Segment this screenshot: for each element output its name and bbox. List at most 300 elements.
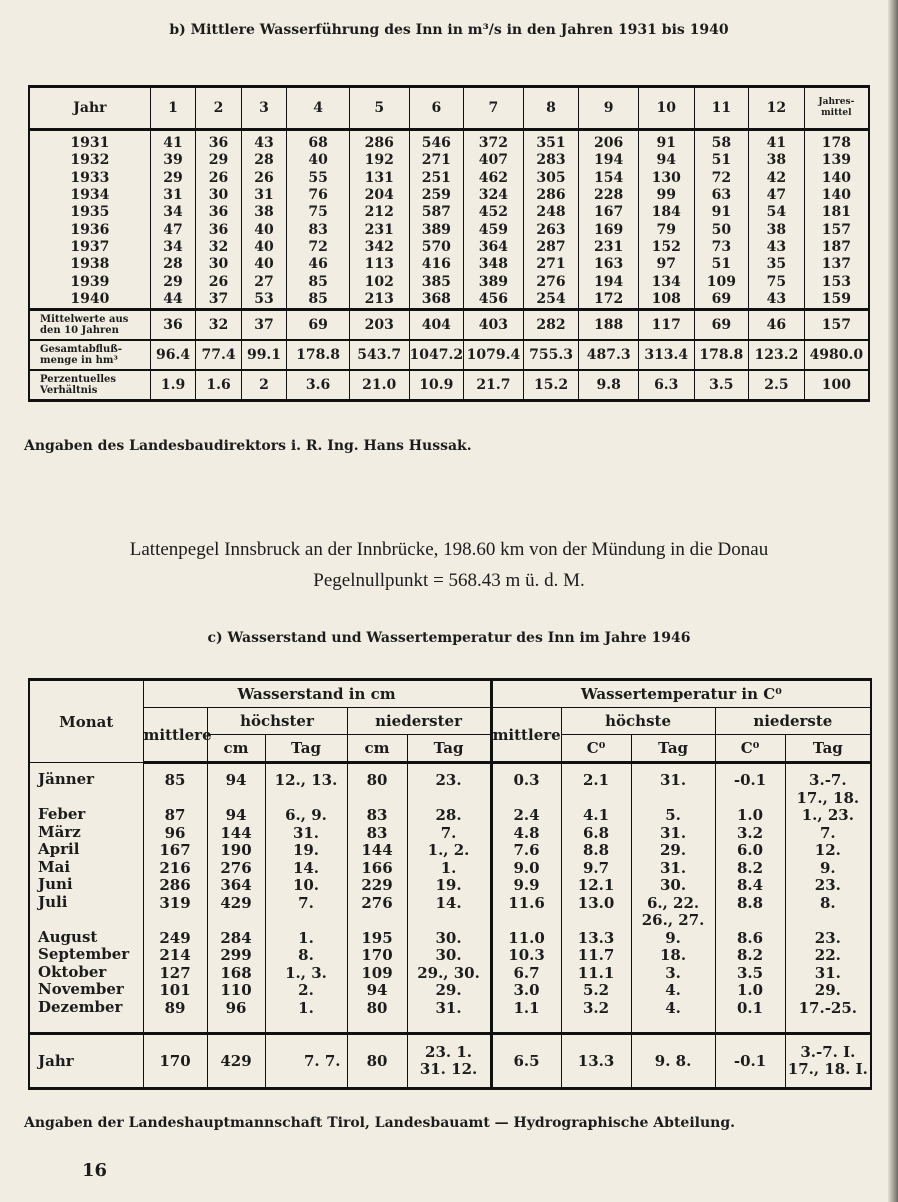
value-line: 1.0 bbox=[737, 981, 764, 999]
value-cell: 167 bbox=[579, 204, 639, 221]
annual-temp-lowest-day-2: 17., 18. I. bbox=[787, 1060, 868, 1078]
value-cell: 204 bbox=[349, 187, 409, 204]
value-line: 23. bbox=[814, 876, 841, 894]
annual-level-highest-day: 7. 7. bbox=[265, 1034, 347, 1089]
value-cell: 35 bbox=[749, 256, 805, 273]
value-cell: 68 bbox=[287, 130, 350, 153]
header-temp-lowest-day: Tag bbox=[785, 735, 871, 763]
annual-temp-highest-c: 13.3 bbox=[561, 1034, 631, 1089]
month-label: August bbox=[38, 927, 98, 946]
table-c-caption: c) Wasserstand und Wassertemperatur des Inn im Jahre 1946 bbox=[207, 630, 691, 646]
header-level-highest-day: Tag bbox=[265, 735, 347, 763]
value-line: 13.3 bbox=[577, 928, 615, 947]
header-water-temperature: Wassertemperatur in C⁰ bbox=[491, 680, 871, 708]
value-line bbox=[716, 790, 785, 808]
value-cell: 27 bbox=[241, 273, 286, 290]
value-cell: 31 bbox=[241, 187, 286, 204]
value-cell: 283 bbox=[523, 152, 579, 169]
value-line: 1.0 bbox=[737, 806, 764, 824]
value-line: 8.2 bbox=[737, 946, 764, 964]
value-cell: 130 bbox=[638, 170, 694, 187]
value-line: 94 bbox=[225, 771, 247, 789]
month-label: Juni bbox=[38, 875, 73, 893]
value-cell: 113 bbox=[349, 256, 409, 273]
value-cell: 131 bbox=[349, 170, 409, 187]
value-cell: 276 bbox=[523, 273, 579, 290]
summary-value: 282 bbox=[523, 309, 579, 340]
summary-value: 404 bbox=[409, 309, 464, 340]
col-temp-lowest-c bbox=[715, 763, 785, 1034]
value-line: 3. bbox=[665, 963, 681, 982]
value-line bbox=[562, 790, 631, 808]
month-label: Dezember bbox=[38, 997, 123, 1016]
value-line: 429 bbox=[220, 893, 252, 912]
discharge-table-header bbox=[29, 87, 869, 130]
value-line: 11.7 bbox=[577, 946, 615, 964]
value-line: 29. bbox=[814, 981, 841, 999]
value-line: 9. bbox=[665, 928, 681, 947]
value-cell: 368 bbox=[409, 291, 464, 310]
value-cell: 546 bbox=[409, 130, 464, 153]
value-cell: 385 bbox=[409, 273, 464, 290]
header-year: Jahr bbox=[29, 87, 150, 130]
value-line: 30. bbox=[660, 876, 687, 894]
value-line: 14. bbox=[435, 893, 462, 912]
value-cell: 29 bbox=[150, 170, 195, 187]
value-cell: 39 bbox=[150, 152, 195, 169]
value-line: 286 bbox=[159, 876, 191, 894]
value-line: 9.9 bbox=[513, 876, 540, 894]
header-month: Monat bbox=[29, 680, 143, 763]
value-line: 299 bbox=[220, 946, 252, 964]
value-cell: 32 bbox=[196, 239, 241, 256]
value-line: 26., 27. bbox=[641, 911, 705, 929]
col-temp-highest-c bbox=[561, 763, 631, 1034]
value-cell: 40 bbox=[241, 239, 286, 256]
summary-value: 36 bbox=[150, 309, 195, 340]
header-level-lowest: niederster bbox=[347, 708, 491, 735]
value-cell: 248 bbox=[523, 204, 579, 221]
value-cell: 26 bbox=[196, 273, 241, 290]
value-line: 5. bbox=[665, 806, 681, 824]
value-line: 276 bbox=[361, 893, 393, 912]
summary-label: Perzentuelles Verhältnis bbox=[29, 370, 150, 401]
value-cell: 153 bbox=[804, 273, 869, 290]
value-cell: 228 bbox=[579, 187, 639, 204]
value-line: 6.0 bbox=[737, 841, 764, 859]
value-line: 8. bbox=[819, 893, 836, 912]
value-line: 2.4 bbox=[513, 806, 540, 824]
value-line: 144 bbox=[361, 841, 393, 859]
value-line: 1. bbox=[298, 928, 314, 947]
value-line bbox=[408, 790, 490, 808]
value-line: 31. bbox=[292, 823, 320, 842]
value-cell: 55 bbox=[287, 170, 350, 187]
value-line: 0.1 bbox=[737, 998, 764, 1017]
value-line bbox=[632, 790, 715, 808]
header-month-7: 7 bbox=[464, 87, 524, 130]
header-month-5: 5 bbox=[349, 87, 409, 130]
value-line: 101 bbox=[159, 981, 191, 999]
value-line: 11.1 bbox=[577, 963, 615, 982]
value-line: 28. bbox=[435, 806, 462, 824]
table-row bbox=[29, 170, 869, 187]
summary-value: 99.1 bbox=[241, 340, 286, 370]
value-line: 110 bbox=[220, 981, 252, 999]
value-cell: 154 bbox=[579, 170, 639, 187]
value-cell: 206 bbox=[579, 130, 639, 153]
page-number: 16 bbox=[82, 1160, 108, 1181]
summary-value: 77.4 bbox=[196, 340, 241, 370]
value-cell: 53 bbox=[241, 291, 286, 310]
summary-value: 313.4 bbox=[638, 340, 694, 370]
header-month-4: 4 bbox=[287, 87, 350, 130]
value-cell: 305 bbox=[523, 170, 579, 187]
header-temp-highest: höchste bbox=[561, 708, 715, 735]
value-cell: 30 bbox=[196, 256, 241, 273]
year-cell: 1939 bbox=[70, 273, 110, 290]
value-cell: 108 bbox=[638, 291, 694, 310]
year-cell: 1936 bbox=[70, 221, 110, 238]
value-cell: 37 bbox=[196, 291, 241, 310]
month-label: November bbox=[38, 980, 124, 998]
summary-value: 32 bbox=[196, 309, 241, 340]
year-cell: 1932 bbox=[70, 152, 110, 169]
month-label: September bbox=[38, 945, 130, 963]
value-line: 319 bbox=[159, 893, 191, 912]
header-month-9: 9 bbox=[579, 87, 639, 130]
value-cell: 251 bbox=[409, 170, 464, 187]
value-line: 31. bbox=[660, 858, 687, 877]
value-line: 17.-25. bbox=[798, 998, 858, 1017]
gauge-heading-line-1: Lattenpegel Innsbruck an der Innbrücke, 198.60 km von der Mündung in die Donau bbox=[129, 539, 769, 560]
value-line bbox=[348, 790, 407, 808]
value-line: 8.6 bbox=[737, 928, 764, 947]
value-cell: 28 bbox=[241, 152, 286, 169]
value-cell: 85 bbox=[287, 291, 350, 310]
value-line bbox=[144, 912, 207, 930]
summary-label: Mittelwerte aus den 10 Jahren bbox=[29, 309, 150, 340]
header-month-12: 12 bbox=[749, 87, 805, 130]
value-cell: 271 bbox=[523, 256, 579, 273]
annual-level-highest-cm: 429 bbox=[207, 1034, 265, 1089]
value-line: 4. bbox=[665, 981, 681, 999]
value-line: 29. bbox=[660, 841, 687, 859]
annual-total-row bbox=[29, 1034, 871, 1089]
value-cell: 157 bbox=[804, 221, 869, 238]
summary-value: 3.5 bbox=[694, 370, 749, 401]
summary-value: 1047.2 bbox=[409, 340, 464, 370]
summary-value: 37 bbox=[241, 309, 286, 340]
value-line: 1. bbox=[298, 998, 314, 1017]
value-cell: 75 bbox=[287, 204, 350, 221]
value-line: 96 bbox=[164, 823, 186, 842]
value-line: 23. bbox=[814, 928, 841, 947]
value-line: 214 bbox=[159, 946, 191, 964]
summary-value: 46 bbox=[749, 309, 805, 340]
value-cell: 41 bbox=[150, 130, 195, 153]
col-month bbox=[29, 763, 143, 1034]
header-month-2: 2 bbox=[196, 87, 241, 130]
value-cell: 351 bbox=[523, 130, 579, 153]
value-line: 127 bbox=[159, 963, 191, 982]
value-line: 31. bbox=[660, 823, 687, 842]
table-row bbox=[29, 273, 869, 290]
value-line: 109 bbox=[361, 963, 393, 982]
discharge-table bbox=[28, 85, 870, 402]
value-cell: 286 bbox=[523, 187, 579, 204]
value-line: 8.8 bbox=[583, 841, 610, 859]
header-annual-mean: Jahres-mittel bbox=[804, 87, 869, 130]
header-month-8: 8 bbox=[523, 87, 579, 130]
value-cell: 29 bbox=[196, 152, 241, 169]
value-cell: 462 bbox=[464, 170, 524, 187]
col-level-highest-cm bbox=[207, 763, 265, 1034]
value-cell: 324 bbox=[464, 187, 524, 204]
value-cell: 178 bbox=[804, 130, 869, 153]
annual-level-lowest-day bbox=[407, 1034, 491, 1089]
value-cell: 407 bbox=[464, 152, 524, 169]
page-edge-shadow bbox=[888, 0, 898, 1202]
value-line bbox=[348, 912, 407, 930]
value-line: 3.2 bbox=[737, 823, 764, 842]
value-line: 17., 18. bbox=[796, 788, 860, 807]
summary-value: 4980.0 bbox=[804, 340, 869, 370]
value-line: 89 bbox=[164, 998, 186, 1017]
table-row bbox=[29, 239, 869, 256]
value-cell: 163 bbox=[579, 256, 639, 273]
header-level-mean: mittlere bbox=[143, 708, 207, 763]
value-line: 3.5 bbox=[737, 963, 764, 982]
header-month-6: 6 bbox=[409, 87, 464, 130]
monthly-rows bbox=[29, 763, 871, 1034]
value-cell: 286 bbox=[349, 130, 409, 153]
value-cell: 26 bbox=[196, 170, 241, 187]
value-line: 6.7 bbox=[513, 963, 540, 982]
value-line: 29. bbox=[435, 981, 462, 999]
table-row bbox=[29, 291, 869, 310]
summary-value: 543.7 bbox=[349, 340, 409, 370]
value-cell: 51 bbox=[694, 152, 749, 169]
annual-level-lowest-day-2: 31. 12. bbox=[419, 1060, 478, 1078]
value-cell: 172 bbox=[579, 291, 639, 310]
value-cell: 51 bbox=[694, 256, 749, 273]
col-temp-mean bbox=[491, 763, 561, 1034]
value-cell: 459 bbox=[464, 221, 524, 238]
value-line: 7.6 bbox=[513, 841, 540, 859]
month-label bbox=[38, 789, 143, 807]
value-cell: 91 bbox=[638, 130, 694, 153]
value-cell: 134 bbox=[638, 273, 694, 290]
value-line: 29., 30. bbox=[417, 963, 480, 982]
summary-value: 178.8 bbox=[694, 340, 749, 370]
year-cell: 1940 bbox=[70, 290, 110, 307]
header-level-highest: höchster bbox=[207, 708, 347, 735]
value-cell: 139 bbox=[804, 152, 869, 169]
value-cell: 159 bbox=[804, 291, 869, 310]
month-label: Juli bbox=[38, 892, 68, 911]
value-cell: 342 bbox=[349, 239, 409, 256]
header-month-11: 11 bbox=[694, 87, 749, 130]
value-line bbox=[144, 790, 207, 808]
value-line: 9.7 bbox=[583, 858, 610, 877]
header-temp-highest-day: Tag bbox=[631, 735, 715, 763]
value-cell: 140 bbox=[804, 170, 869, 187]
value-line: 4. bbox=[665, 998, 681, 1017]
value-cell: 213 bbox=[349, 291, 409, 310]
value-cell: 46 bbox=[287, 256, 350, 273]
value-cell: 372 bbox=[464, 130, 524, 153]
table-row bbox=[29, 256, 869, 273]
header-temp-lowest: niederste bbox=[715, 708, 871, 735]
value-cell: 43 bbox=[749, 239, 805, 256]
value-cell: 41 bbox=[749, 130, 805, 153]
value-cell: 31 bbox=[150, 187, 195, 204]
value-cell: 137 bbox=[804, 256, 869, 273]
value-cell: 40 bbox=[287, 152, 350, 169]
value-line: 166 bbox=[361, 858, 393, 877]
value-line: 30. bbox=[435, 928, 462, 947]
value-line: 9.0 bbox=[513, 858, 540, 877]
header-level-highest-cm: cm bbox=[207, 735, 265, 763]
value-line: 8.8 bbox=[737, 893, 764, 912]
summary-value: 6.3 bbox=[638, 370, 694, 401]
header-month-10: 10 bbox=[638, 87, 694, 130]
value-line: 22. bbox=[814, 946, 841, 964]
summary-value: 2 bbox=[241, 370, 286, 401]
value-cell: 38 bbox=[241, 204, 286, 221]
value-cell: 259 bbox=[409, 187, 464, 204]
value-line: 195 bbox=[361, 928, 393, 947]
summary-value: 15.2 bbox=[523, 370, 579, 401]
annual-level-lowest-day-1: 23. 1. bbox=[425, 1042, 473, 1061]
summary-value: 100 bbox=[804, 370, 869, 401]
year-cell: 1934 bbox=[70, 187, 110, 204]
value-line bbox=[208, 790, 265, 808]
summary-value: 2.5 bbox=[749, 370, 805, 401]
value-cell: 263 bbox=[523, 221, 579, 238]
header-month-3: 3 bbox=[241, 87, 286, 130]
annual-level-lowest-cm: 80 bbox=[347, 1034, 407, 1089]
table-row bbox=[29, 187, 869, 204]
value-cell: 102 bbox=[349, 273, 409, 290]
value-line: 12., 13. bbox=[274, 771, 338, 789]
summary-value: 10.9 bbox=[409, 370, 464, 401]
value-line: 96 bbox=[225, 998, 247, 1017]
table-c-source-note: Angaben der Landeshauptmannschaft Tirol, Landesbauamt — Hydrographische Abteilung. bbox=[24, 1115, 735, 1131]
value-cell: 99 bbox=[638, 187, 694, 204]
value-cell: 184 bbox=[638, 204, 694, 221]
table-row bbox=[29, 221, 869, 238]
value-line: 6.8 bbox=[583, 823, 610, 842]
value-line bbox=[493, 790, 561, 808]
annual-temp-lowest-day bbox=[785, 1034, 871, 1089]
value-line: 18. bbox=[660, 946, 687, 964]
value-line: 0.3 bbox=[513, 771, 540, 789]
year-cell: 1937 bbox=[70, 238, 110, 255]
summary-value: 123.2 bbox=[749, 340, 805, 370]
value-cell: 181 bbox=[804, 204, 869, 221]
header-water-level: Wasserstand in cm bbox=[143, 680, 491, 708]
value-line: 7. bbox=[440, 823, 457, 842]
col-temp-lowest-day bbox=[785, 763, 871, 1034]
summary-value: 178.8 bbox=[287, 340, 350, 370]
value-cell: 42 bbox=[749, 170, 805, 187]
value-cell: 58 bbox=[694, 130, 749, 153]
summary-value: 3.6 bbox=[287, 370, 350, 401]
value-cell: 79 bbox=[638, 221, 694, 238]
value-cell: 94 bbox=[638, 152, 694, 169]
value-line: 83 bbox=[366, 806, 388, 824]
value-cell: 83 bbox=[287, 221, 350, 238]
summary-row bbox=[29, 340, 869, 370]
value-cell: 34 bbox=[150, 204, 195, 221]
summary-value: 403 bbox=[464, 309, 524, 340]
value-line: 8. bbox=[298, 946, 314, 964]
value-cell: 194 bbox=[579, 273, 639, 290]
month-label: April bbox=[38, 840, 80, 858]
value-line: 5.2 bbox=[583, 981, 610, 999]
value-line: 170 bbox=[361, 946, 393, 964]
value-cell: 169 bbox=[579, 221, 639, 238]
summary-value: 487.3 bbox=[579, 340, 639, 370]
month-label: Jänner bbox=[38, 770, 95, 788]
value-cell: 364 bbox=[464, 239, 524, 256]
value-line: 1.1 bbox=[513, 998, 540, 1017]
value-cell: 212 bbox=[349, 204, 409, 221]
value-line: 85 bbox=[164, 771, 186, 789]
annual-temp-mean: 6.5 bbox=[491, 1034, 561, 1089]
summary-value: 21.0 bbox=[349, 370, 409, 401]
value-line bbox=[408, 912, 490, 930]
value-line: 23. bbox=[435, 771, 462, 789]
water-level-temperature-table bbox=[28, 678, 872, 1090]
summary-value: 21.7 bbox=[464, 370, 524, 401]
value-line: 30. bbox=[435, 946, 462, 964]
value-cell: 54 bbox=[749, 204, 805, 221]
summary-label: Gesamtabfluß-menge in hm³ bbox=[29, 340, 150, 370]
value-line: 144 bbox=[220, 823, 252, 842]
value-cell: 72 bbox=[694, 170, 749, 187]
summary-value: 1079.4 bbox=[464, 340, 524, 370]
value-line: 7. bbox=[298, 893, 314, 912]
value-cell: 97 bbox=[638, 256, 694, 273]
header-month-1: 1 bbox=[150, 87, 195, 130]
value-cell: 140 bbox=[804, 187, 869, 204]
value-line: 83 bbox=[366, 823, 388, 842]
annual-temp-lowest-c: -0.1 bbox=[715, 1034, 785, 1089]
value-line: 14. bbox=[292, 858, 320, 877]
value-line: 216 bbox=[159, 858, 191, 877]
value-line bbox=[266, 912, 347, 930]
value-line: 94 bbox=[225, 806, 247, 824]
value-line: 1., 3. bbox=[285, 963, 327, 982]
value-cell: 194 bbox=[579, 152, 639, 169]
value-line: 1. bbox=[440, 858, 457, 877]
summary-value: 157 bbox=[804, 309, 869, 340]
value-cell: 38 bbox=[749, 152, 805, 169]
table-b-source-note: Angaben des Landesbaudirektors i. R. Ing. Hans Hussak. bbox=[24, 438, 472, 454]
value-cell: 254 bbox=[523, 291, 579, 310]
value-cell: 50 bbox=[694, 221, 749, 238]
value-line: 11.6 bbox=[508, 893, 545, 912]
annual-temp-highest-day: 9. 8. bbox=[631, 1034, 715, 1089]
value-line: 12. bbox=[814, 841, 841, 859]
value-cell: 91 bbox=[694, 204, 749, 221]
table-row bbox=[29, 204, 869, 221]
month-label: Feber bbox=[38, 805, 86, 823]
col-level-mean bbox=[143, 763, 207, 1034]
